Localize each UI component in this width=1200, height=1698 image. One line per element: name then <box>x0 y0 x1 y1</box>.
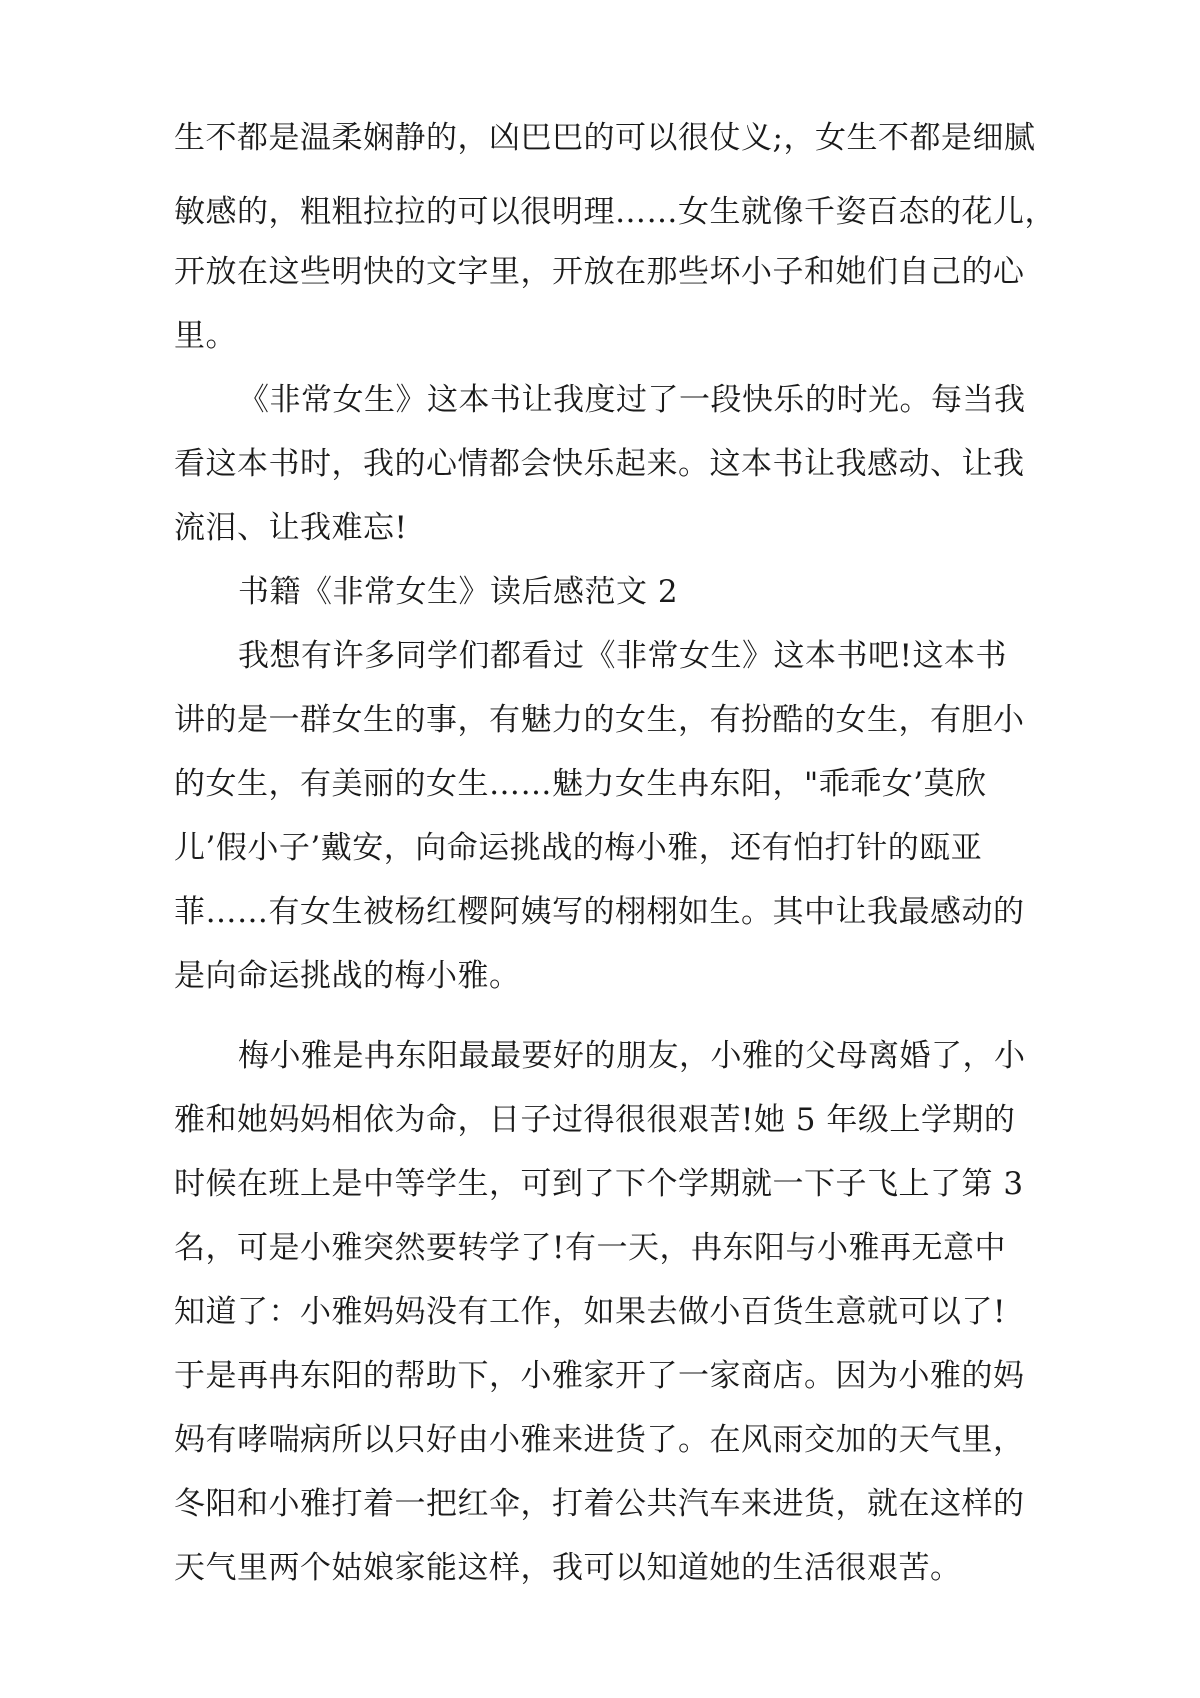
text-line: 是向命运挑战的梅小雅。 <box>174 958 521 994</box>
text-line: 儿’假小子’戴安，向命运挑战的梅小雅，还有怕打针的瓯亚 <box>174 830 983 866</box>
text-line: 开放在这些明快的文字里，开放在那些坏小子和她们自己的心 <box>174 254 1025 290</box>
text-line: 我想有许多同学们都看过《非常女生》这本书吧!这本书 <box>238 638 1007 674</box>
text-line: 知道了：小雅妈妈没有工作，如果去做小百货生意就可以了! <box>174 1294 1006 1330</box>
text-line: 梅小雅是冉东阳最最要好的朋友，小雅的父母离婚了，小 <box>238 1038 1026 1074</box>
section-heading: 书籍《非常女生》读后感范文 2 <box>238 574 679 610</box>
text-line: 菲……有女生被杨红樱阿姨写的栩栩如生。其中让我最感动的 <box>174 894 1025 930</box>
text-line: 流泪、让我难忘! <box>174 510 408 546</box>
text-line: 冬阳和小雅打着一把红伞，打着公共汽车来进货，就在这样的 <box>174 1486 1025 1522</box>
text-line: 看这本书时，我的心情都会快乐起来。这本书让我感动、让我 <box>174 446 1025 482</box>
text-line: 妈有哮喘病所以只好由小雅来进货了。在风雨交加的天气里， <box>174 1422 1025 1458</box>
text-line: 的女生，有美丽的女生……魅力女生冉东阳，"乖乖女’莫欣 <box>174 766 987 802</box>
text-line: 于是再冉东阳的帮助下，小雅家开了一家商店。因为小雅的妈 <box>174 1358 1025 1394</box>
text-line: 讲的是一群女生的事，有魅力的女生，有扮酷的女生，有胆小 <box>174 702 1025 738</box>
text-line: 《非常女生》这本书让我度过了一段快乐的时光。每当我 <box>238 382 1026 418</box>
text-line: 生不都是温柔娴静的，凶巴巴的可以很仗义;，女生不都是细腻 <box>174 120 1036 156</box>
text-line: 里。 <box>174 318 237 354</box>
text-line: 雅和她妈妈相依为命，日子过得很很艰苦!她 5 年级上学期的 <box>174 1102 1016 1138</box>
text-line: 敏感的，粗粗拉拉的可以很明理……女生就像千姿百态的花儿， <box>174 194 1056 230</box>
text-line: 名，可是小雅突然要转学了!有一天，冉东阳与小雅再无意中 <box>174 1230 1006 1266</box>
text-line: 时候在班上是中等学生，可到了下个学期就一下子飞上了第 3 <box>174 1166 1024 1202</box>
text-line: 天气里两个姑娘家能这样，我可以知道她的生活很艰苦。 <box>174 1550 962 1586</box>
